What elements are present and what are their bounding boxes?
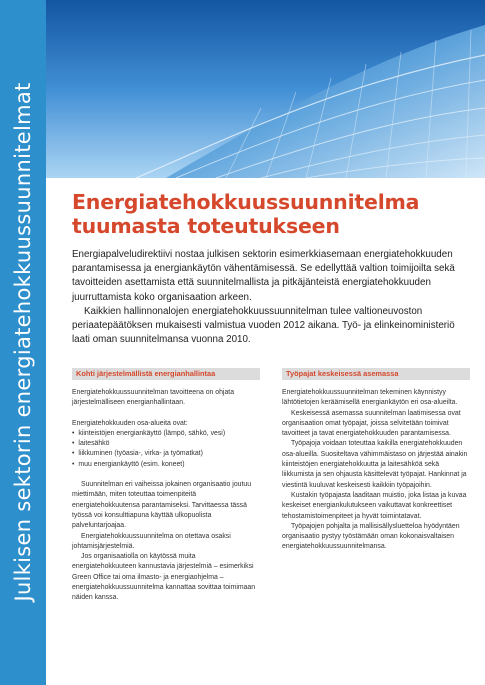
article-intro [72,190,470,347]
hero-building-photo [46,0,485,178]
left-paragraph-1: Energiatehokkuussuunnitelman tavoitteena on ohjata järjestelmälliseen energianhallintaan. [72,389,235,407]
two-column-body [72,368,470,604]
lead-paragraph-1: Energiapalveludirektiivi nostaa julkisen sektorin esimerkkiasemaan energiatehokkuuden parantamisessa ja energiankäytön vähentämisessä. Se edellyttää valtion toimijoilta sekä tavoitteiden asettamista että suunnitelmallista ja pitkäjänteistä energiatehokkuuden juurruttamista koko organisaation arkeen. [72,249,455,303]
article-title-line-2: tuumasta toteutukseen [72,214,340,238]
left-paragraph-4: Energiatehokkuussuunnitelma on otettava osaksi johtamisjärjestelmiä. [72,532,231,550]
article-title [72,190,470,238]
glass-building-image [46,0,485,178]
energy-areas-list [72,429,260,470]
lead-text [72,248,470,347]
left-column [72,368,260,604]
sidebar-title: Julkisen sektorin energiatehokkuussuunnitelmat [11,82,35,602]
sidebar-band [0,0,46,685]
list-item: • kiinteistöjen energiankäyttö (lämpö, sähkö, vesi) [72,429,260,439]
list-item: • laitesähkö [72,439,260,449]
list-item: • liikkuminen (työasia-, virka- ja työmatkat) [72,449,260,459]
lead-paragraph-2: Kaikkien hallinnonalojen energiatehokkuussuunnitelman tulee valtioneuvoston periaatepäätöksen mukaisesti valmistua vuoden 2012 aikana. Työ- ja elinkeinoministeriö laati oman suunnitelmansa vuonna 2010. [72,305,455,346]
right-paragraph-2: Keskeisessä asemassa suunnitelman laatimisessa ovat organisaation omat työpajat, joissa selvitetään toimivat tavoitteet ja tavat energiatehokkuuden parantamisessa. [282,409,461,438]
left-paragraph-5: Jos organisaatiolla on käytössä muita energiatehokkuuteen kannustavia järjestelmiä – esimerkiksi Green Office tai oma ilmasto- ja energiaohjelma – energiatehokkuussuunnitelma kannattaa sovittaa toimimaan näiden kanssa. [72,553,256,602]
right-paragraph-3: Työpajoja voidaan toteuttaa kaikilla energiatehokkuuden osa-alueilla. Suositeltava vähimmäistaso on järjestää ainakin kiinteistöjen energiatehokkuutta ja laitesähköä sekä liikkumista ja sen ohjausta käsittelevät työpajat. Hankinnat ja viestintä kuuluvat keskeisesti kaikkiin työpajoihin. [282,440,468,489]
list-item: • muu energiankäyttö (esim. koneet) [72,460,260,470]
article-title-line-1: Energiatehokkuussuunnitelma [72,190,420,214]
right-paragraph-5: Työpajojen pohjalta ja mallisisällysluetteloa hyödyntäen organisaatio pystyy työstämään oman kokonaisvaltaisen energiatehokkuussuunnitelmansa. [282,522,460,551]
right-paragraph-1: Energiatehokkuussuunnitelman tekeminen käynnistyy lähtötietojen keräämisellä energiankäytön eri osa-alueilta. [282,389,458,407]
left-paragraph-2: Energiatehokkuuden osa-alueita ovat: [72,419,188,427]
left-column-heading: Kohti järjestelmällistä energianhallintaa [72,368,260,380]
right-column-heading: Työpajat keskeisessä asemassa [282,368,470,380]
right-column [282,368,470,604]
left-paragraph-3: Suunnitelman eri vaiheissa jokainen organisaatio joutuu miettimään, miten toteuttaa toimenpiteitä energiatehokkuutensa parantamiseksi. Tarvittaessa tässä työssä voi konsulttiapuna käyttää ulkopuolista palveluntarjoajaa. [72,481,252,530]
right-paragraph-4: Kustakin työpajasta laaditaan muistio, joka listaa ja kuvaa keskeiset energiankulutukseen vaikuttavat konkreettiset tehostamistoimenpiteet ja hyvät toimintatavat. [282,491,467,520]
